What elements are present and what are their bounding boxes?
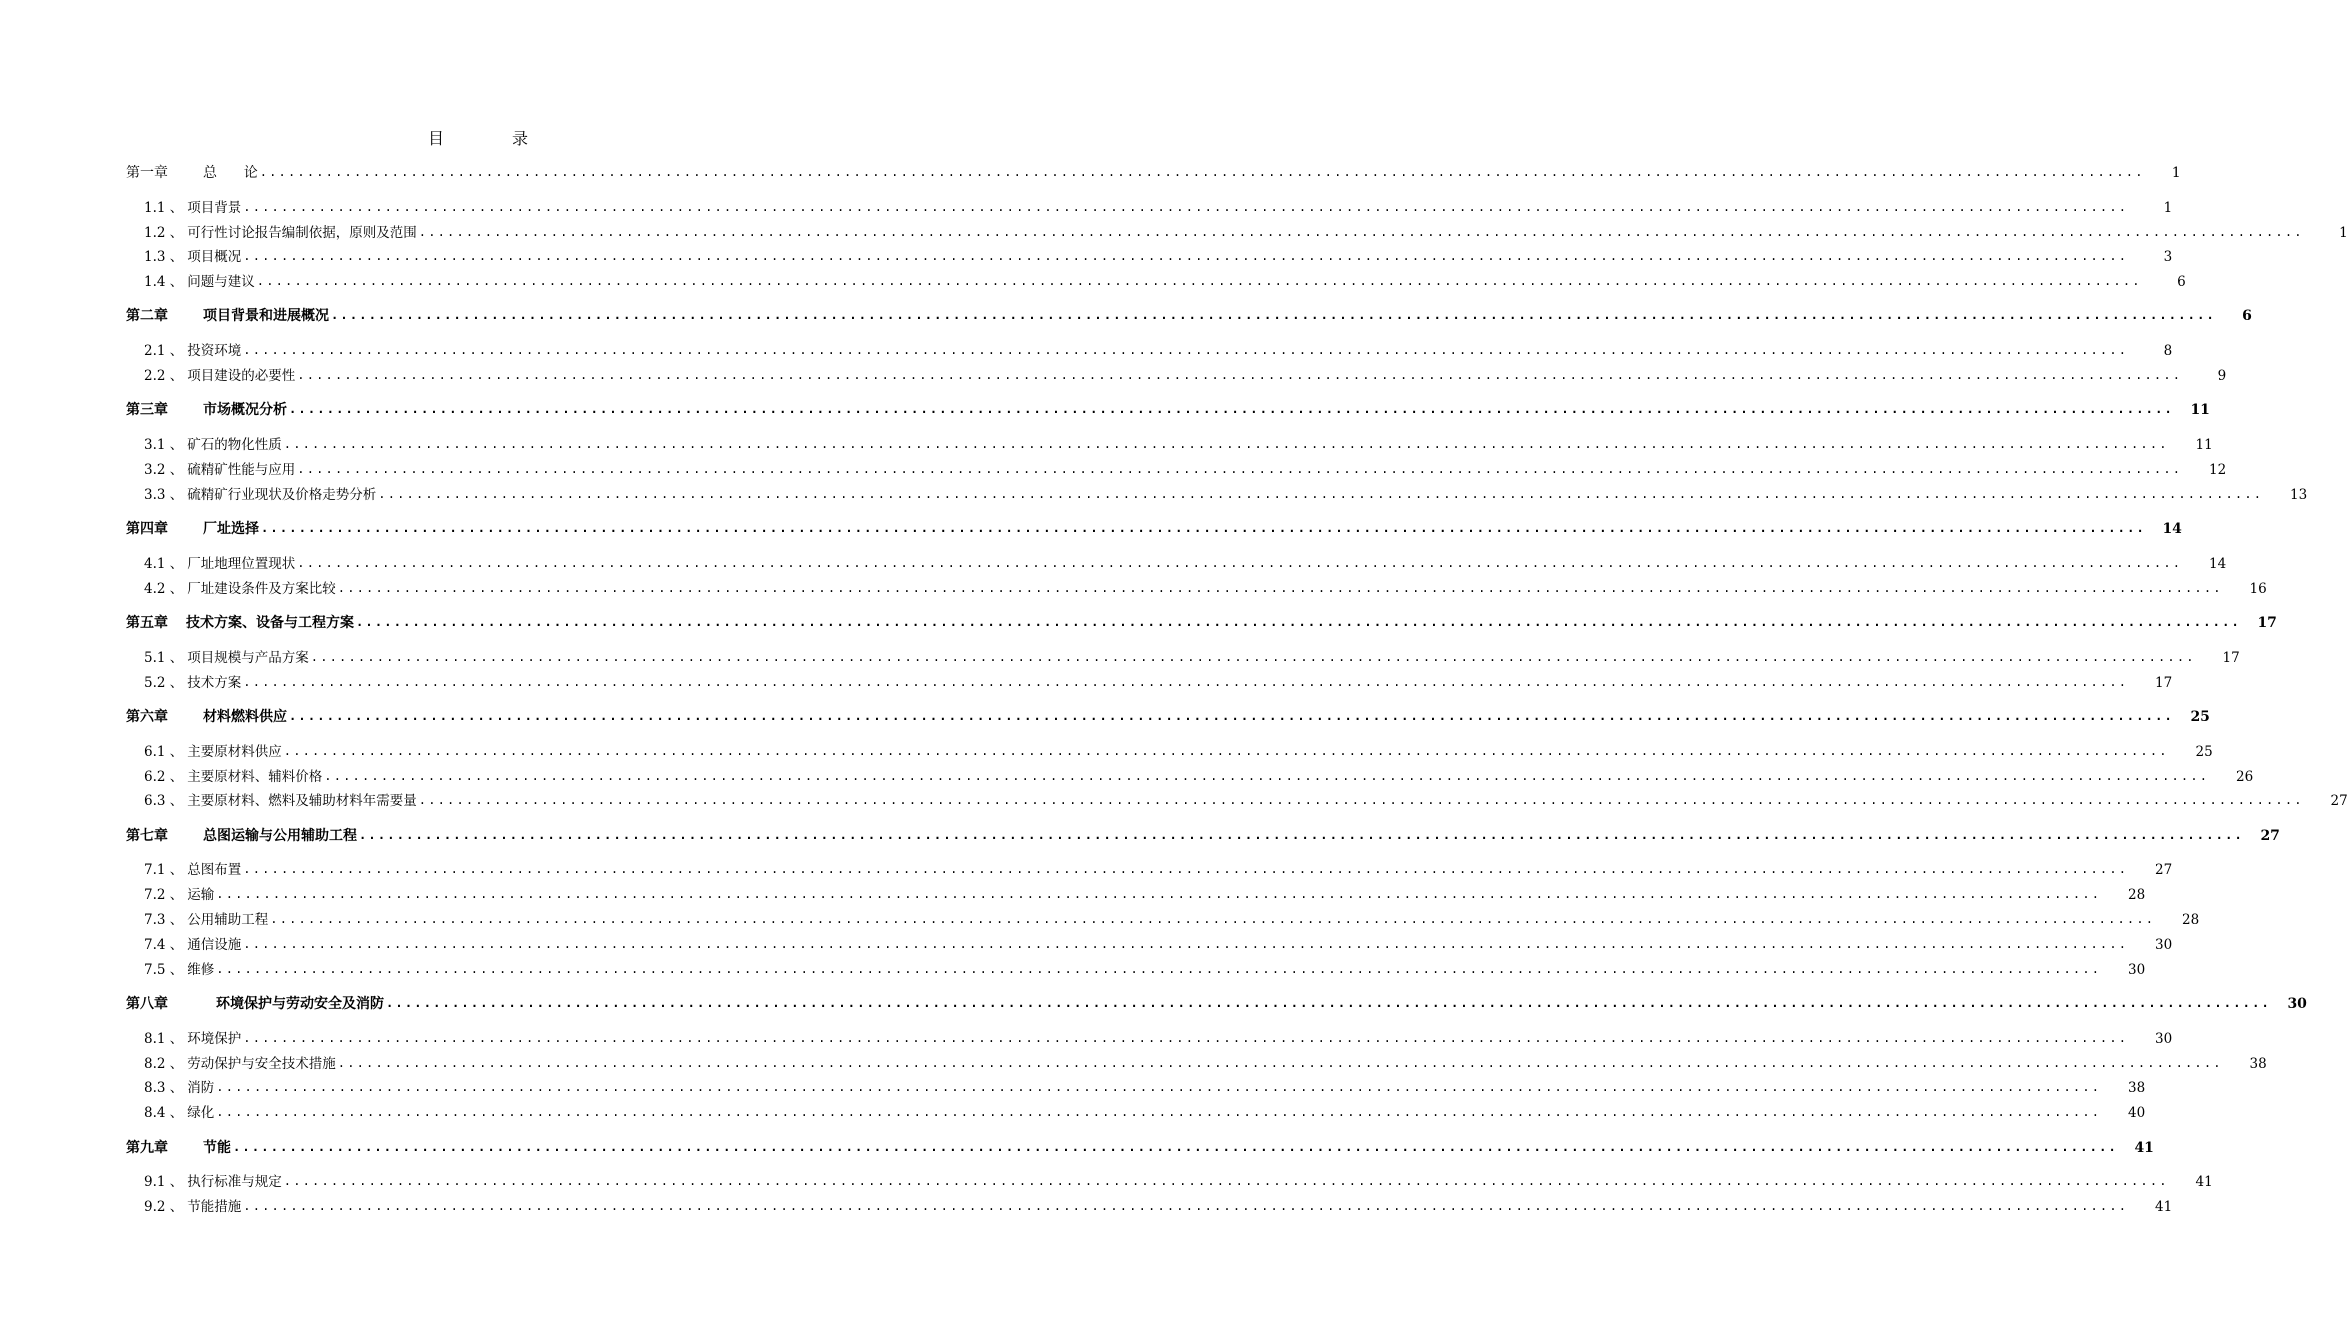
toc-entry-label: 技术方案、设备与工程方案 bbox=[186, 615, 354, 631]
toc-entry-label: 硫精矿性能与应用 bbox=[187, 462, 296, 478]
toc-entry-label: 项目规模与产品方案 bbox=[187, 650, 309, 666]
toc-section-row[interactable] bbox=[126, 959, 2146, 979]
toc-entry-label: 主要原材料、燃料及辅助材料年需要量 bbox=[187, 793, 417, 809]
toc-leader-dots: ........................................................................................................................................................................................................ bbox=[243, 1031, 2129, 1045]
toc-leader-dots: ........................................................................................................................................................................................................ bbox=[256, 274, 2142, 288]
toc-page-number: 3 bbox=[2163, 249, 2173, 265]
toc-entry-label: 节能 bbox=[203, 1140, 231, 1156]
toc-entry-number: 第六章 bbox=[126, 709, 168, 725]
toc-entry-number: 3.2 、 bbox=[144, 462, 184, 478]
toc-page-number: 13 bbox=[2290, 487, 2308, 503]
toc-entry-label: 市场概况分析 bbox=[203, 402, 287, 418]
toc-chapter-row[interactable] bbox=[126, 399, 2210, 419]
toc-page-number: 6 bbox=[2177, 274, 2186, 290]
toc-entry-number: 第八章 bbox=[126, 996, 168, 1012]
toc-entry-number: 8.2 、 bbox=[144, 1056, 184, 1072]
toc-page-number: 17 bbox=[2257, 615, 2277, 631]
toc-page-number: 14 bbox=[2209, 556, 2227, 572]
toc-entry-label: 运输 bbox=[187, 887, 215, 903]
toc-leader-dots: ........................................................................................................................................................................................................ bbox=[337, 1056, 2223, 1070]
toc-entry-number: 5.2 、 bbox=[144, 675, 184, 691]
toc-section-row[interactable] bbox=[126, 909, 2200, 929]
toc-entry-label: 公用辅助工程 bbox=[187, 912, 269, 928]
toc-page-number: 17 bbox=[2222, 650, 2240, 666]
toc-page-number: 14 bbox=[2162, 521, 2182, 537]
toc-entry-number: 4.1 、 bbox=[144, 556, 184, 572]
toc-section-row[interactable] bbox=[126, 884, 2146, 904]
toc-entry-number: 第七章 bbox=[126, 828, 168, 844]
toc-leader-dots: ........................................................................................................................................................................................................ bbox=[216, 887, 2102, 901]
toc-section-row[interactable] bbox=[126, 1028, 2173, 1048]
toc-section-row[interactable] bbox=[126, 1196, 2173, 1216]
toc-entry-number: 8.3 、 bbox=[144, 1080, 184, 1096]
toc-entry-number: 7.1 、 bbox=[144, 862, 184, 878]
toc-entry-label: 项目背景 bbox=[187, 200, 242, 216]
toc-section-row[interactable] bbox=[126, 340, 2173, 360]
toc-section-row[interactable] bbox=[126, 1077, 2146, 1097]
toc-entry-label: 总图运输与公用辅助工程 bbox=[203, 828, 357, 844]
toc-entry-number: 第一章 bbox=[126, 165, 168, 181]
toc-section-row[interactable] bbox=[126, 222, 2348, 242]
toc-leader-dots: ........................................................................................................................................................................................................ bbox=[283, 1174, 2169, 1188]
toc-leader-dots: ........................................................................................................................................................................................................ bbox=[297, 368, 2183, 382]
toc-section-row[interactable] bbox=[126, 197, 2173, 217]
toc-entry-number: 9.2 、 bbox=[144, 1199, 184, 1215]
toc-page-number: 11 bbox=[2190, 402, 2210, 418]
toc-entry-label: 项目建设的必要性 bbox=[187, 368, 296, 384]
toc-page-number: 17 bbox=[2155, 675, 2173, 691]
toc-entry-label: 消防 bbox=[187, 1080, 215, 1096]
toc-leader-dots: ........................................................................................................................................................................................................ bbox=[283, 437, 2169, 451]
toc-page-number: 1 bbox=[2163, 200, 2173, 216]
toc-entry-label: 主要原材料、辅料价格 bbox=[187, 769, 323, 785]
toc-entry-number: 4.2 、 bbox=[144, 581, 184, 597]
toc-leader-dots: ........................................................................................................................................................................................................ bbox=[359, 828, 2244, 842]
toc-entry-label: 可行性讨论报告编制依据，原则及范围 bbox=[187, 225, 417, 241]
toc-entry-number: 8.4 、 bbox=[144, 1105, 184, 1121]
toc-page-number: 40 bbox=[2128, 1105, 2146, 1121]
toc-section-row[interactable] bbox=[126, 1053, 2267, 1073]
toc-page-number: 30 bbox=[2287, 996, 2307, 1012]
toc-entry-label: 矿石的物化性质 bbox=[187, 437, 282, 453]
toc-leader-dots: ........................................................................................................................................................................................................ bbox=[324, 769, 2210, 783]
toc-leader-dots: ........................................................................................................................................................................................................ bbox=[356, 615, 2241, 629]
toc-page-number: 27 bbox=[2260, 828, 2280, 844]
toc-page-number: 41 bbox=[2195, 1174, 2213, 1190]
toc-entry-number: 2.1 、 bbox=[144, 343, 184, 359]
toc-leader-dots: ........................................................................................................................................................................................................ bbox=[243, 675, 2129, 689]
toc-entry-number: 6.3 、 bbox=[144, 793, 184, 809]
toc-leader-dots: ........................................................................................................................................................................................................ bbox=[297, 462, 2183, 476]
toc-entry-number: 第二章 bbox=[126, 308, 168, 324]
toc-leader-dots: ........................................................................................................................................................................................................ bbox=[331, 308, 2216, 322]
toc-page-number: 1 bbox=[2171, 165, 2181, 181]
toc-entry-number: 3.3 、 bbox=[144, 487, 184, 503]
toc-entry-number: 第九章 bbox=[126, 1140, 168, 1156]
toc-leader-dots: ........................................................................................................................................................................................................ bbox=[289, 402, 2174, 416]
toc-leader-dots: ........................................................................................................................................................................................................ bbox=[261, 521, 2146, 535]
toc-entry-number: 3.1 、 bbox=[144, 437, 184, 453]
toc-entry-label: 总 论 bbox=[203, 165, 258, 181]
toc-entry-label: 执行标准与规定 bbox=[187, 1174, 282, 1190]
toc-entry-label: 环境保护与劳动安全及消防 bbox=[216, 996, 384, 1012]
toc-leader-dots: ........................................................................................................................................................................................................ bbox=[216, 1105, 2102, 1119]
toc-section-row[interactable] bbox=[126, 578, 2267, 598]
toc-entry-number: 第四章 bbox=[126, 521, 168, 537]
toc-section-row[interactable] bbox=[126, 741, 2213, 761]
toc-entry-label: 项目背景和进展概况 bbox=[203, 308, 329, 324]
toc-entry-label: 绿化 bbox=[187, 1105, 215, 1121]
toc-leader-dots: ........................................................................................................................................................................................................ bbox=[243, 1199, 2129, 1213]
toc-chapter-row[interactable] bbox=[126, 706, 2210, 726]
toc-section-row[interactable] bbox=[126, 553, 2227, 573]
toc-entry-number: 第五章 bbox=[126, 615, 168, 631]
toc-leader-dots: ........................................................................................................................................................................................................ bbox=[243, 249, 2129, 263]
toc-page-number: 25 bbox=[2195, 744, 2213, 760]
toc-section-row[interactable] bbox=[126, 434, 2213, 454]
toc-entry-label: 厂址地理位置现状 bbox=[187, 556, 296, 572]
toc-section-row[interactable] bbox=[126, 672, 2173, 692]
toc-chapter-row[interactable] bbox=[126, 518, 2182, 538]
toc-entry-number: 6.1 、 bbox=[144, 744, 184, 760]
toc-leader-dots: ........................................................................................................................................................................................................ bbox=[243, 200, 2129, 214]
toc-page-number: 1 bbox=[2339, 225, 2348, 241]
toc-section-row[interactable] bbox=[126, 246, 2173, 266]
toc-chapter-row[interactable] bbox=[126, 162, 2181, 182]
toc-section-row[interactable] bbox=[126, 766, 2254, 786]
toc-entry-number: 7.2 、 bbox=[144, 887, 184, 903]
toc-section-row[interactable] bbox=[126, 1102, 2146, 1122]
toc-leader-dots: ........................................................................................................................................................................................................ bbox=[283, 744, 2169, 758]
toc-page-number: 28 bbox=[2128, 887, 2146, 903]
toc-entry-label: 维修 bbox=[187, 962, 215, 978]
toc-entry-number: 7.4 、 bbox=[144, 937, 184, 953]
toc-entry-number: 1.4 、 bbox=[144, 274, 184, 290]
toc-section-row[interactable] bbox=[126, 859, 2173, 879]
toc-page-number: 8 bbox=[2163, 343, 2173, 359]
toc-title-left: 目 bbox=[428, 129, 445, 148]
toc-entry-label: 环境保护 bbox=[187, 1031, 242, 1047]
toc-section-row[interactable] bbox=[126, 484, 2308, 504]
toc-chapter-row[interactable] bbox=[126, 993, 2307, 1013]
toc-entry-label: 劳动保护与安全技术措施 bbox=[187, 1056, 336, 1072]
toc-leader-dots: ........................................................................................................................................................................................................ bbox=[243, 343, 2129, 357]
toc-entry-number: 9.1 、 bbox=[144, 1174, 184, 1190]
toc-entry-number: 5.1 、 bbox=[144, 650, 184, 666]
toc-page-number: 38 bbox=[2249, 1056, 2267, 1072]
toc-entry-label: 项目概况 bbox=[187, 249, 242, 265]
toc-entry-number: 第三章 bbox=[126, 402, 168, 418]
toc-leader-dots: ........................................................................................................................................................................................................ bbox=[337, 581, 2223, 595]
toc-entry-number: 2.2 、 bbox=[144, 368, 184, 384]
toc-entry-label: 总图布置 bbox=[187, 862, 242, 878]
toc-page-number: 28 bbox=[2182, 912, 2200, 928]
toc-page-number: 38 bbox=[2128, 1080, 2146, 1096]
toc-entry-label: 投资环境 bbox=[187, 343, 242, 359]
toc-leader-dots: ........................................................................................................................................................................................................ bbox=[270, 912, 2156, 926]
toc-page-number: 16 bbox=[2249, 581, 2267, 597]
toc-leader-dots: ........................................................................................................................................................................................................ bbox=[386, 996, 2271, 1010]
toc-page-number: 30 bbox=[2155, 937, 2173, 953]
toc-leader-dots: ........................................................................................................................................................................................................ bbox=[216, 962, 2102, 976]
toc-chapter-row[interactable] bbox=[126, 825, 2280, 845]
toc-leader-dots: ........................................................................................................................................................................................................ bbox=[310, 650, 2196, 664]
toc-section-row[interactable] bbox=[126, 790, 2348, 810]
toc-page-number: 27 bbox=[2155, 862, 2173, 878]
toc-section-row[interactable] bbox=[126, 1171, 2213, 1191]
toc-entry-label: 技术方案 bbox=[187, 675, 242, 691]
toc-entry-number: 7.3 、 bbox=[144, 912, 184, 928]
toc-leader-dots: ........................................................................................................................................................................................................ bbox=[418, 225, 2304, 239]
toc-page-number: 41 bbox=[2155, 1199, 2173, 1215]
toc-leader-dots: ........................................................................................................................................................................................................ bbox=[418, 793, 2304, 807]
toc-entry-label: 厂址选择 bbox=[203, 521, 259, 537]
toc-entry-label: 主要原材料供应 bbox=[187, 744, 282, 760]
toc-leader-dots: ........................................................................................................................................................................................................ bbox=[243, 862, 2129, 876]
toc-leader-dots: ........................................................................................................................................................................................................ bbox=[259, 165, 2145, 179]
toc-page-number: 25 bbox=[2190, 709, 2210, 725]
toc-chapter-row[interactable] bbox=[126, 305, 2252, 325]
toc-leader-dots: ........................................................................................................................................................................................................ bbox=[233, 1140, 2118, 1154]
toc-chapter-row[interactable] bbox=[126, 612, 2277, 632]
toc-page-number: 9 bbox=[2217, 368, 2227, 384]
toc-entry-number: 1.1 、 bbox=[144, 200, 184, 216]
toc-entry-number: 8.1 、 bbox=[144, 1031, 184, 1047]
toc-page-number: 26 bbox=[2236, 769, 2254, 785]
toc-section-row[interactable] bbox=[126, 271, 2186, 291]
toc-page-number: 6 bbox=[2242, 308, 2252, 324]
toc-entry-label: 硫精矿行业现状及价格走势分析 bbox=[187, 487, 377, 503]
toc-title-right: 录 bbox=[512, 129, 529, 148]
toc-section-row[interactable] bbox=[126, 934, 2173, 954]
toc-entry-label: 通信设施 bbox=[187, 937, 242, 953]
toc-section-row[interactable] bbox=[126, 647, 2240, 667]
toc-entry-label: 问题与建议 bbox=[187, 274, 255, 290]
toc-page-number: 11 bbox=[2195, 437, 2213, 453]
toc-entry-label: 节能措施 bbox=[187, 1199, 242, 1215]
toc-page-number: 30 bbox=[2128, 962, 2146, 978]
toc-page-number: 12 bbox=[2209, 462, 2227, 478]
toc-page-number: 27 bbox=[2330, 793, 2348, 809]
toc-leader-dots: ........................................................................................................................................................................................................ bbox=[289, 709, 2174, 723]
toc-section-row[interactable] bbox=[126, 365, 2227, 385]
toc-entry-number: 6.2 、 bbox=[144, 769, 184, 785]
toc-leader-dots: ........................................................................................................................................................................................................ bbox=[297, 556, 2183, 570]
toc-page-number: 30 bbox=[2155, 1031, 2173, 1047]
toc-chapter-row[interactable] bbox=[126, 1137, 2154, 1157]
toc-leader-dots: ........................................................................................................................................................................................................ bbox=[216, 1080, 2102, 1094]
toc-section-row[interactable] bbox=[126, 459, 2227, 479]
toc-entry-number: 7.5 、 bbox=[144, 962, 184, 978]
toc-title bbox=[0, 126, 950, 148]
toc-leader-dots: ........................................................................................................................................................................................................ bbox=[243, 937, 2129, 951]
toc-leader-dots: ........................................................................................................................................................................................................ bbox=[378, 487, 2264, 501]
toc-entry-label: 厂址建设条件及方案比较 bbox=[187, 581, 336, 597]
toc-page-number: 41 bbox=[2134, 1140, 2154, 1156]
toc-entry-number: 1.3 、 bbox=[144, 249, 184, 265]
toc-entry-number: 1.2 、 bbox=[144, 225, 184, 241]
toc-entry-label: 材料燃料供应 bbox=[203, 709, 287, 725]
